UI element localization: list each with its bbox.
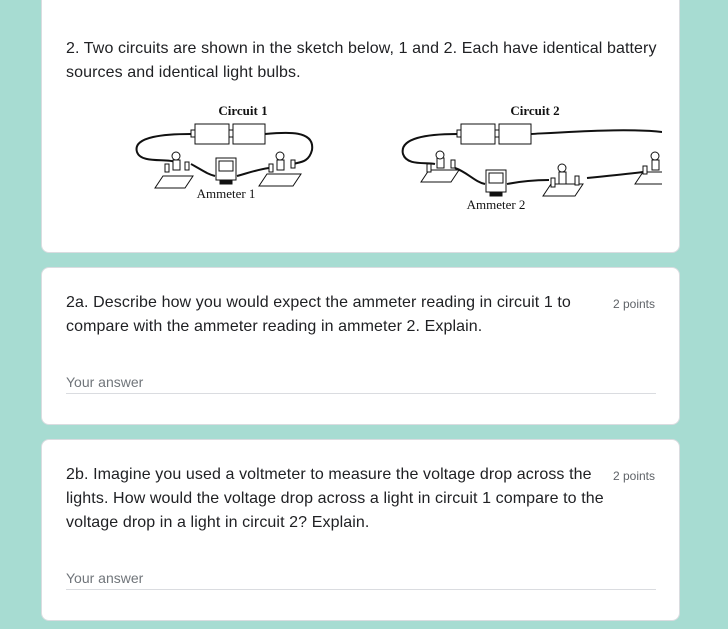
- circuit-1-title: Circuit 1: [218, 103, 268, 118]
- question-2b-text: 2b. Imagine you used a voltmeter to measure the voltage drop across the lights. How would the voltage drop across a light in circuit 1 compare to the voltage drop in a light in circuit 2? Explain.: [66, 466, 604, 531]
- question-2a-text: 2a. Describe how you would expect the ammeter reading in circuit 1 to compare with the ammeter reading in ammeter 2. Explain.: [66, 294, 571, 335]
- points-label: 2 points: [612, 469, 655, 483]
- circuit-2-ammeter: [486, 170, 506, 196]
- circuit-1: [137, 103, 313, 201]
- circuit-2-bulb-right: [635, 152, 662, 184]
- circuit-2-bulb-left: [421, 151, 459, 182]
- points-label: 2 points: [612, 297, 655, 311]
- question-card-2b: [41, 439, 680, 621]
- circuit-2-ammeter-label: Ammeter 2: [466, 197, 526, 212]
- circuit-2: [403, 103, 662, 212]
- circuit-2-batteries: [457, 124, 531, 144]
- circuit-1-ammeter: [216, 158, 236, 184]
- question-card-2: [41, 0, 680, 253]
- answer-input-2a[interactable]: [66, 371, 656, 394]
- circuit-1-ammeter-label: Ammeter 1: [196, 186, 256, 201]
- question-2-text: 2. Two circuits are shown in the sketch below, 1 and 2. Each have identical battery sources and identical light bulbs.: [66, 40, 657, 81]
- circuit-2-title: Circuit 2: [510, 103, 560, 118]
- circuit-1-bulb-left: [155, 152, 193, 188]
- question-card-2a: [41, 267, 680, 425]
- circuit-1-batteries: [191, 124, 265, 144]
- circuit-diagram: [87, 98, 662, 218]
- answer-input-2b[interactable]: [66, 567, 656, 590]
